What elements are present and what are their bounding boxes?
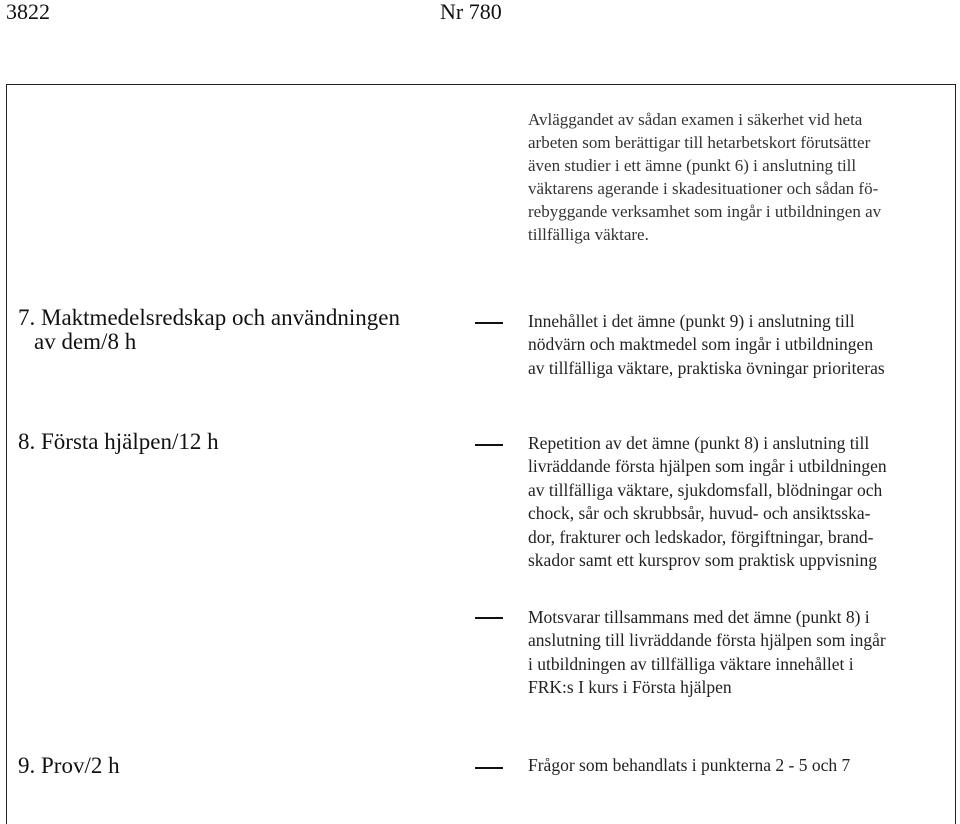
section-heading-9 xyxy=(18,754,120,778)
heading-line: 7. Maktmedelsredskap och användningen xyxy=(18,305,400,330)
issue-number: Nr 780 xyxy=(440,0,502,24)
text-line: Frågor som behandlats i punkterna 2 - 5 och 7 xyxy=(528,755,851,775)
heading-line: av dem/8 h xyxy=(34,329,137,354)
text-line: livräddande första hjälpen som ingår i utbildningen xyxy=(528,456,887,477)
text-line: chock, sår och skrubbsår, huvud- och ansiktsska- xyxy=(528,503,871,524)
text-line: tillfälliga väktare. xyxy=(528,225,649,244)
text-line: anslutning till livräddande första hjälpen som ingår xyxy=(528,630,886,651)
section-9-item xyxy=(528,754,948,777)
section-8-item-2 xyxy=(528,606,948,700)
text-line: även studier i ett ämne (punkt 6) i anslutning till xyxy=(528,156,857,175)
text-line: av tillfälliga väktare, sjukdomsfall, blödningar och xyxy=(528,479,883,500)
section-8-item-1 xyxy=(528,432,948,572)
text-line: i utbildningen av tillfälliga väktare innehållet i xyxy=(528,653,854,674)
page-number: 3822 xyxy=(6,0,50,24)
section-heading-8 xyxy=(18,430,219,454)
text-line: nödvärn och maktmedel som ingår i utbildningen xyxy=(528,334,874,355)
dash-bullet xyxy=(475,444,503,446)
dash-bullet xyxy=(475,617,503,619)
text-line: Repetition av det ämne (punkt 8) i anslutning till xyxy=(528,433,870,453)
section-7-item xyxy=(528,310,948,380)
heading-line: 8. Första hjälpen/12 h xyxy=(18,429,219,454)
text-line: FRK:s I kurs i Första hjälpen xyxy=(528,677,732,698)
text-line: Innehållet i det ämne (punkt 9) i anslutning till xyxy=(528,311,855,331)
text-line: Avläggandet av sådan examen i säkerhet vid heta xyxy=(528,110,863,129)
section-heading-7 xyxy=(18,306,400,354)
text-line: dor, frakturer och ledskador, förgiftningar, brand- xyxy=(528,526,874,547)
text-line: väktarens agerande i skadesituationer och sådan fö- xyxy=(528,179,879,198)
text-line: Motsvarar tillsammans med det ämne (punkt 8) i xyxy=(528,607,870,627)
intro-paragraph xyxy=(528,108,938,246)
heading-line: 9. Prov/2 h xyxy=(18,753,120,778)
text-line: arbeten som berättigar till hetarbetskort förutsätter xyxy=(528,133,871,152)
text-line: skador samt ett kursprov som praktisk uppvisning xyxy=(528,550,878,571)
dash-bullet xyxy=(475,767,503,769)
text-line: rebyggande verksamhet som ingår i utbildningen av xyxy=(528,202,882,221)
text-line: av tillfälliga väktare, praktiska övningar prioriteras xyxy=(528,357,885,378)
dash-bullet xyxy=(475,322,503,324)
